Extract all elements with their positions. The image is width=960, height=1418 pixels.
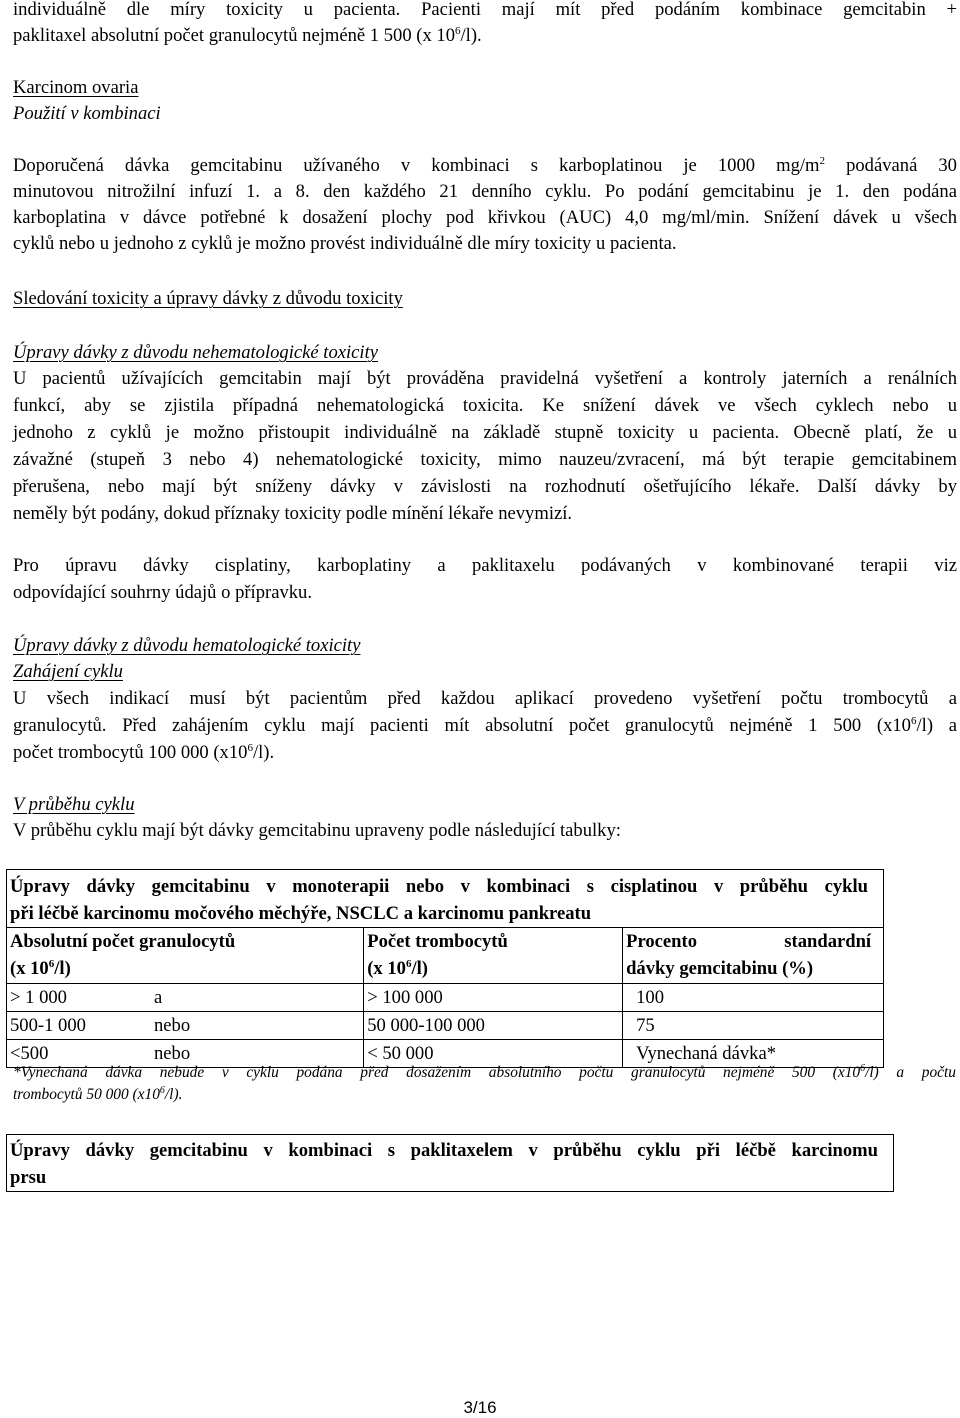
paragraph-line: cyklů nebo u jednoho z cyklů je možno provést individuálně dle míry toxicity u pacienta.: [13, 233, 677, 254]
paragraph-line: minutovou nitrožilní infuzí 1. a 8. den každého 21 denního cyklu. Po podání gemcitabinu je 1. den podána: [13, 181, 957, 202]
column-header: Absolutní počet granulocytů (x $10^6/l$): [7, 928, 364, 984]
subsection-heading: Úpravy dávky z důvodu nehematologické toxicity: [13, 342, 379, 363]
table-cell: Vynechaná dávka*: [623, 1040, 884, 1068]
subsection-heading: Zahájení cyklu: [13, 661, 123, 682]
table-cell: <500 nebo: [7, 1040, 364, 1068]
table-title: Úpravy dávky gemcitabinu v monoterapii nebo v kombinaci s cisplatinou v průběhu cyklu při léčbě karcinomu močového měchýře, NSCLC a karcinomu pankreatu: [7, 870, 884, 928]
table-cell: < 50 000: [364, 1040, 623, 1068]
table-cell: > 1 000 a: [7, 984, 364, 1012]
paragraph-line: U všech indikací musí být pacientům před každou aplikací provedeno vyšetření počtu trombocytů a: [13, 688, 957, 709]
page-number: 3/16: [463, 1398, 497, 1417]
paragraph-line: granulocytů. Před zahájením cyklu mají pacienti mít absolutní počet granulocytů nejméně 1 500 $(x10^6/l)$ a: [13, 715, 957, 736]
paragraph-line: odpovídající souhrny údajů o přípravku.: [13, 582, 312, 603]
table-cell: 50 000-100 000: [364, 1012, 623, 1040]
table-cell: 75: [623, 1012, 884, 1040]
table-title: Úpravy dávky gemcitabinu v kombinaci s paklitaxelem v průběhu cyklu při léčbě karcinomu prsu: [7, 1135, 894, 1192]
column-header: Procento standardní dávky gemcitabinu (%): [623, 928, 884, 984]
dose-adjustment-table: [6, 869, 884, 1068]
dose-adjustment-table-paclitaxel: [6, 1134, 894, 1192]
table-row: [7, 1012, 884, 1040]
paragraph-line: individuálně dle míry toxicity u pacienta. Pacienti mají mít před podáním kombinace gemcitabin +: [13, 0, 957, 20]
subsection-heading: V průběhu cyklu: [13, 794, 135, 815]
table-footnote: *Vynechaná dávka nebude v cyklu podána před dosažením absolutního počtu granulocytů nejméně 500 $(x10^6/l)$ a počtu trombocytů 50 000 $(x10^6/l)$.: [13, 1063, 956, 1103]
paragraph-line: V průběhu cyklu mají být dávky gemcitabinu upraveny podle následující tabulky:: [13, 820, 621, 841]
table-cell: > 100 000: [364, 984, 623, 1012]
column-header: Počet trombocytů (x $10^6/l$): [364, 928, 623, 984]
paragraph-line: Pro úpravu dávky cisplatiny, karboplatiny a paklitaxelu podávaných v kombinované terapii viz: [13, 555, 957, 576]
paragraph-line: počet trombocytů 100 000 $(x10^6/l)$.: [13, 742, 275, 763]
paragraph-line: neměly být podány, dokud příznaky toxicity podle mínění lékaře nevymizí.: [13, 503, 573, 524]
section-heading: Karcinom ovaria: [13, 77, 139, 98]
table-cell: 100: [623, 984, 884, 1012]
paragraph-line: U pacientů užívajících gemcitabin mají být prováděna pravidelná vyšetření a kontroly jaterních a renálních: [13, 368, 957, 389]
paragraph-line: karboplatina v dávce potřebné k dosažení plochy pod křivkou (AUC) 4,0 mg/ml/min. Snížení dávek u všech: [13, 207, 957, 228]
paragraph-line: jednoho z cyklů je možno přistoupit individuálně na základě stupně toxicity u pacienta. Obecně platí, že u: [13, 422, 957, 443]
paragraph-line: závažné (stupeň 3 nebo 4) nehematologické toxicity, mimo nauzeu/zvracení, má být terapie gemcitabinem: [13, 449, 957, 470]
table-row: [7, 984, 884, 1012]
section-heading: Sledování toxicity a úpravy dávky z důvodu toxicity: [13, 288, 403, 309]
subsection-heading: Úpravy dávky z důvodu hematologické toxicity: [13, 635, 361, 656]
subsection-heading: Použití v kombinaci: [13, 103, 161, 124]
paragraph-line: přerušena, nebo mají být sníženy dávky v závislosti na rozhodnutí ošetřujícího lékaře. Další dávky by: [13, 476, 957, 497]
paragraph-line: paklitaxel absolutní počet granulocytů nejméně 1 500 (x $10^6/l$).: [13, 25, 482, 46]
paragraph-line: funkcí, aby se zjistila případná nehematologická toxicita. Ke snížení dávek ve všech cyklech nebo u: [13, 395, 957, 416]
paragraph-line: Doporučená dávka gemcitabinu užívaného v kombinaci s karboplatinou je 1000 $mg/m^2$ podávaná 30: [13, 155, 957, 176]
table-cell: 500-1 000 nebo: [7, 1012, 364, 1040]
